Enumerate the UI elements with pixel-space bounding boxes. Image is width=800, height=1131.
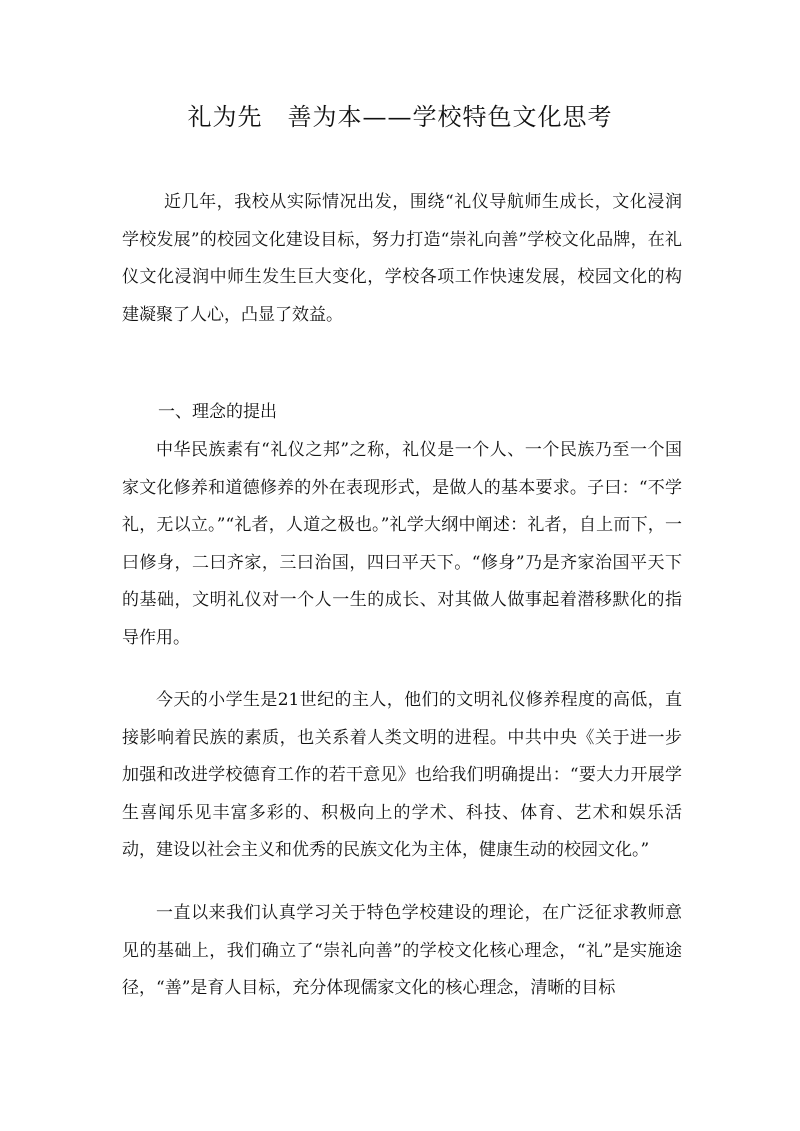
section-heading-concept: 一、理念的提出	[158, 402, 277, 422]
paragraph-pupils-future: 今天的小学生是21世纪的主人，他们的文明礼仪修养程度的高低，直接影响着民族的素质，也关系着人类文明的进程。中共中央《关于进一步加强和改进学校德育工作的若干意见》也给我们明确提出：“要大力开展学生喜闻乐见丰富多彩的、积极向上的学术、科技、体育、艺术和娱乐活动，建设以社会主义和优秀的民族文化为主体，健康生动的校园文化。”	[122, 690, 682, 860]
paragraph-core-concept: 一直以来我们认真学习关于特色学校建设的理论，在广泛征求教师意见的基础上，我们确立了“崇礼向善”的学校文化核心理念，“礼”是实施途径，“善”是育人目标，充分体现儒家文化的核心理念，清晰的目标	[122, 903, 682, 998]
paragraph-etiquette-tradition: 中华民族素有“礼仪之邦”之称，礼仪是一个人、一个民族乃至一个国家文化修养和道德修养的外在表现形式，是做人的基本要求。子曰：“不学礼，无以立。”“礼者，人道之极也。”礼学大纲中阐述：礼者，自上而下，一曰修身，二曰齐家，三曰治国，四曰平天下。“修身”乃是齐家治国平天下的基础，文明礼仪对一个人一生的成长、对其做人做事起着潜移默化的指导作用。	[122, 440, 682, 648]
document-title: 礼为先 善为本——学校特色文化思考	[187, 103, 613, 131]
intro-paragraph: 近几年，我校从实际情况出发，围绕“礼仪导航师生成长，文化浸润学校发展”的校园文化建设目标，努力打造“崇礼向善”学校文化品牌，在礼仪文化浸润中师生发生巨大变化，学校各项工作快速发展，校园文化的构建凝聚了人心，凸显了效益。	[122, 192, 682, 325]
